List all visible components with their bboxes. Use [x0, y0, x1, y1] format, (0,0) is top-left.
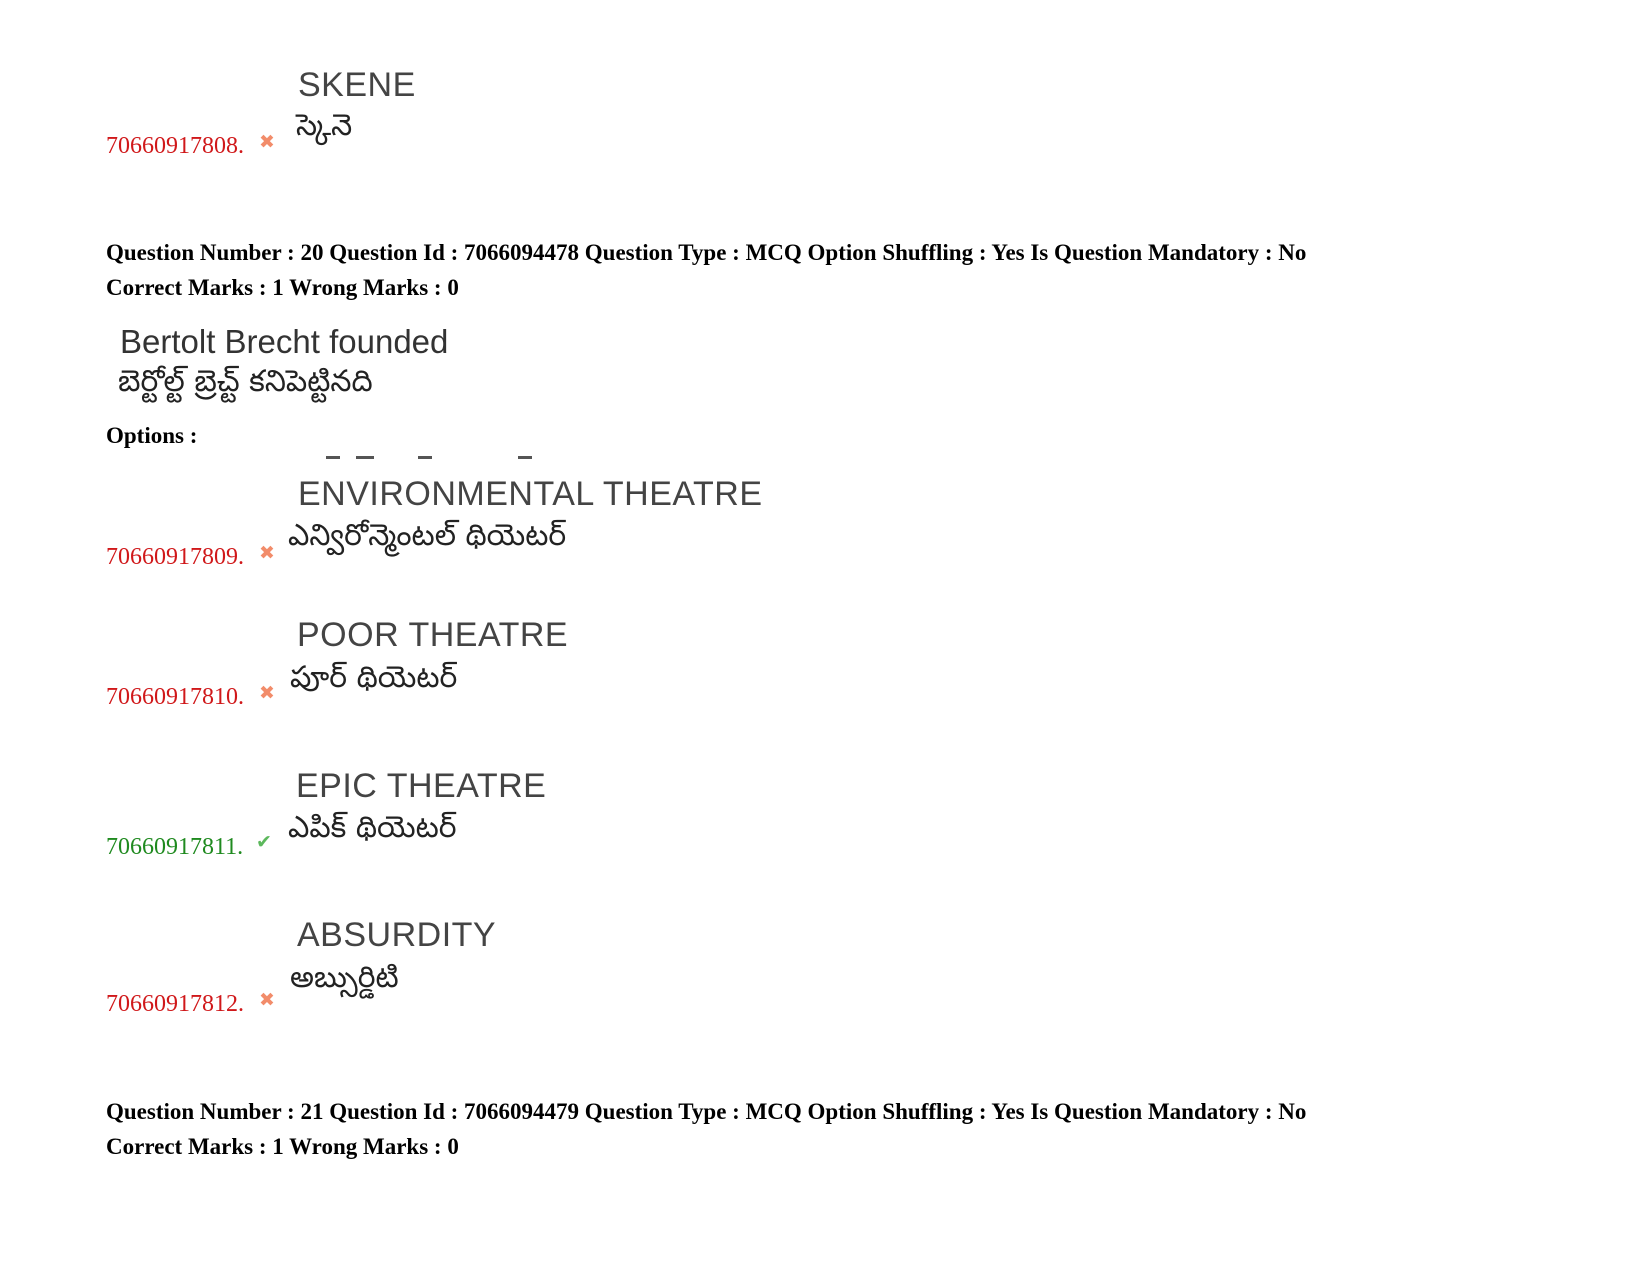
cross-icon: ✖	[259, 682, 275, 704]
options-label: Options :	[106, 423, 198, 448]
option-id: 70660917811.	[106, 834, 244, 860]
question-marks: Correct Marks : 1 Wrong Marks : 0	[106, 1134, 459, 1159]
option-image-text-te: ఎన్విరోన్మెంటల్ థియెటర్	[288, 518, 567, 553]
option-image-text-en: SKENE	[298, 66, 416, 104]
option-id: 70660917810.	[106, 684, 244, 710]
option-image-text-en: POOR THEATRE	[297, 616, 569, 654]
option-image-text-te: స్కెనె	[296, 108, 353, 143]
cross-icon: ✖	[259, 131, 275, 153]
option-image-text-te: ఎపిక్ థియెటర్	[288, 810, 457, 845]
cross-icon: ✖	[259, 542, 275, 564]
question-stem-en: Bertolt Brecht founded	[120, 323, 449, 360]
option-image-text-en: ENVIRONMENTAL THEATRE	[298, 475, 763, 513]
option-image-text-te: అబ్సుర్డిటి	[290, 960, 399, 995]
question-meta: Question Number : 21 Question Id : 7066094479 Question Type : MCQ Option Shuffling : Yes Is Question Mandatory : No	[106, 1099, 1307, 1124]
option-id: 70660917808.	[106, 133, 244, 159]
option-image-text-en: EPIC THEATRE	[296, 767, 547, 805]
question-marks: Correct Marks : 1 Wrong Marks : 0	[106, 275, 459, 300]
option-id: 70660917812.	[106, 991, 244, 1017]
question-meta: Question Number : 20 Question Id : 7066094478 Question Type : MCQ Option Shuffling : Yes Is Question Mandatory : No	[106, 240, 1307, 265]
option-image-text-te: పూర్ థియెటర్	[290, 660, 458, 695]
question-stem-te: బెర్టోల్ట్ బ్రెచ్ట్ కనిపెట్టినది	[118, 364, 373, 399]
cross-icon: ✖	[259, 989, 275, 1011]
check-icon: ✔	[256, 831, 272, 853]
option-id: 70660917809.	[106, 544, 244, 570]
cropped-image-edge	[296, 456, 536, 460]
option-image-text-en: ABSURDITY	[297, 916, 497, 954]
